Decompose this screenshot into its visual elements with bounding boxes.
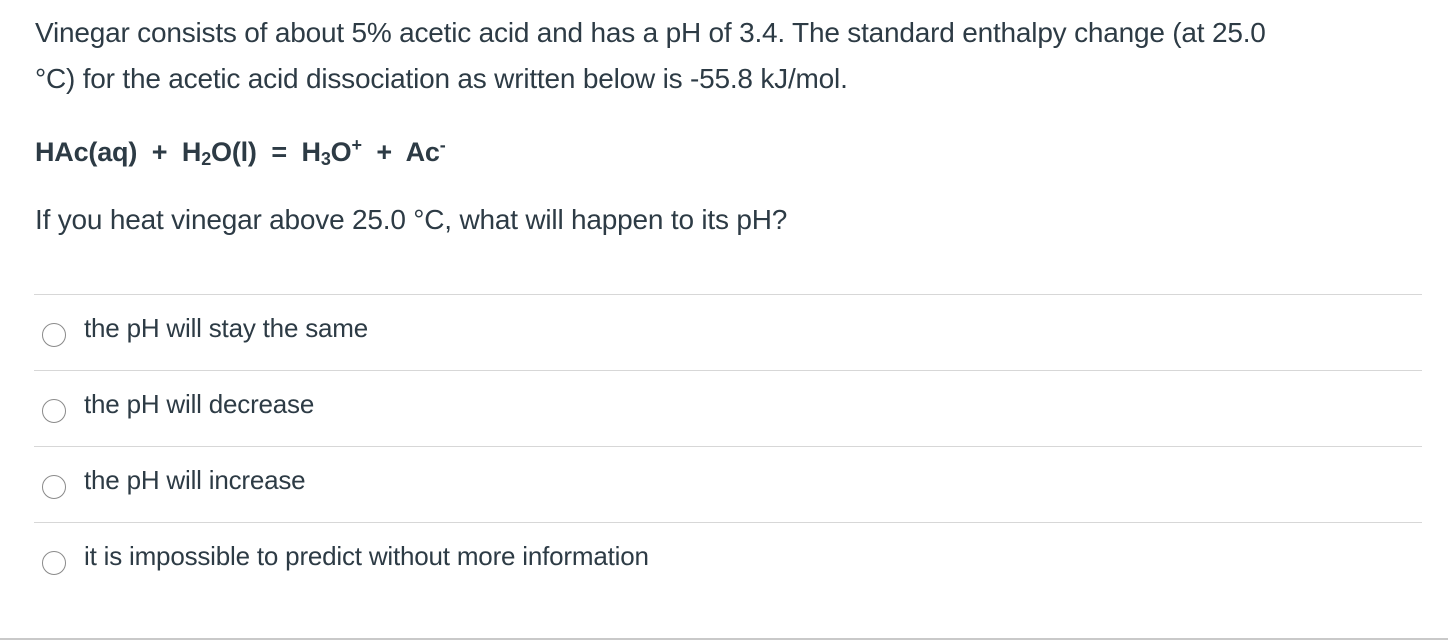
question-prompt: If you heat vinegar above 25.0 °C, what will happen to its pH? [35, 204, 788, 235]
radio-button-icon[interactable] [42, 399, 66, 423]
question-stem-line-2: °C) for the acetic acid dissociation as written below is -55.8 kJ/mol. [35, 63, 848, 94]
radio-button-icon[interactable] [42, 323, 66, 347]
equation-reactant-2: $H_2O(l)$ [181, 137, 257, 169]
answer-label: the pH will increase [84, 465, 306, 495]
answer-option[interactable] [34, 447, 1422, 523]
equation-plus-1: + [151, 137, 168, 167]
answer-list [34, 294, 1422, 598]
equation-plus-2: + [376, 137, 392, 167]
answer-label: the pH will stay the same [84, 313, 369, 343]
equation-product-2: Ac- [405, 135, 446, 167]
equation-reactant-1: HAc(aq) [35, 137, 138, 167]
answer-label: it is impossible to predict without more information [84, 541, 649, 571]
radio-button-icon[interactable] [42, 551, 66, 575]
radio-button-icon[interactable] [42, 475, 66, 499]
equation-equals: = [271, 137, 287, 167]
answer-label: the pH will decrease [84, 389, 315, 419]
answer-option[interactable] [34, 523, 1422, 598]
equation-product-1: $H_3O^+$ [301, 135, 362, 169]
answer-option[interactable] [34, 371, 1422, 447]
chemical-equation [35, 135, 445, 170]
answer-option[interactable] [34, 295, 1422, 371]
question-block [35, 10, 1425, 235]
question-stem-line-1: Vinegar consists of about 5% acetic acid and has a pH of 3.4. The standard enthalpy change (at 25.0 [35, 17, 1266, 48]
